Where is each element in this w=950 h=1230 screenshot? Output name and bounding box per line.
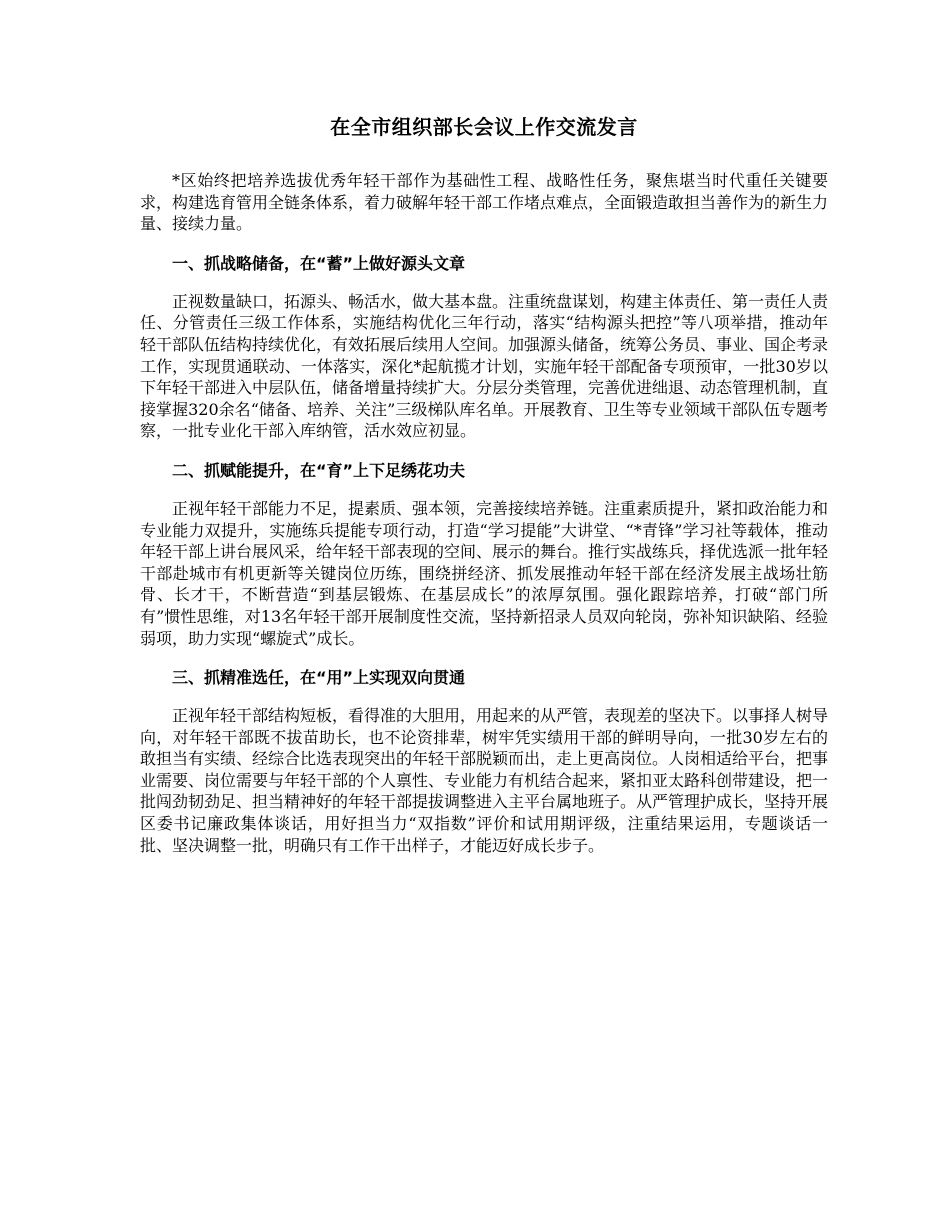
section-heading-1: 一、抓战略储备，在“蓄”上做好源头文章 (172, 253, 466, 273)
section-body-2: 正视年轻干部能力不足，提素质、强本领，完善接续培养链。注重素质提升，紧扣政治能力和专业能力双提升，实施练兵提能专项行动，打造“学习提能”大讲堂、“*青锋”学习社等载体，推动年轻干部上讲台展风采，给年轻干部表现的空间、展示的舞台。推行实战练兵，择优选派一批年轻干部赴城市有机更新等关键岗位历练，围绕拼经济、抓发展推动年轻干部在经济发展主战场壮筋骨、长才干，不断营造“到基层锻炼、在基层成长”的浓厚氛围。强化跟踪培养，打破“部门所有”惯性思维，对13名年轻干部开展制度性交流，坚持新招录人员双向轮岗，弥补知识缺陷、经验弱项，助力实现“螺旋式”成长。 (140, 498, 829, 648)
section-body-3: 正视年轻干部结构短板，看得准的大胆用，用起来的从严管，表现差的坚决下。以事择人树导向，对年轻干部既不拔苗助长，也不论资排辈，树牢凭实绩用干部的鲜明导向，一批30岁左右的敢担当有实绩、经综合比选表现突出的年轻干部脱颖而出，走上更高岗位。人岗相适给平台，把事业需要、岗位需要与年轻干部的个人禀性、专业能力有机结合起来，紧扣亚太路科创带建设，把一批闯劲韧劲足、担当精神好的年轻干部提拔调整进入主平台属地班子。从严管理护成长，坚持开展区委书记廉政集体谈话，用好担当力“双指数”评价和试用期评级，注重结果运用，专题谈话一批、坚决调整一批，明确只有工作干出样子，才能迈好成长步子。 (140, 706, 829, 855)
section-heading-2: 二、抓赋能提升，在“育”上下足绣花功夫 (172, 460, 466, 480)
section-body-1: 正视数量缺口，拓源头、畅活水，做大基本盘。注重统盘谋划，构建主体责任、第一责任人责任、分管责任三级工作体系，实施结构优化三年行动，落实“结构源头把控”等八项举措，推动年轻干部队伍结构持续优化，有效拓展后续用人空间。加强源头储备，统筹公务员、事业、国企考录工作，实现贯通联动、一体落实，深化*起航揽才计划，实施年轻干部配备专项预审，一批30岁以下年轻干部进入中层队伍，储备增量持续扩大。分层分类管理，完善优进绌退、动态管理机制，直接掌握320余名“储备、培养、关注”三级梯队库名单。开展教育、卫生等专业领域干部队伍专题考察，一批专业化干部入库纳管，活水效应初显。 (140, 291, 829, 441)
document-title: 在全市组织部长会议上作交流发言 (330, 115, 638, 139)
document-page (140, 112, 828, 856)
intro-paragraph: *区始终把培养选拔优秀年轻干部作为基础性工程、战略性任务，聚焦堪当时代重任关键要求，构建选育管用全链条体系，着力破解年轻干部工作堵点难点，全面锻造敢担当善作为的新生力量、接续力量。 (140, 171, 829, 234)
section-heading-3: 三、抓精准选任，在“用”上实现双向贯通 (172, 668, 466, 688)
